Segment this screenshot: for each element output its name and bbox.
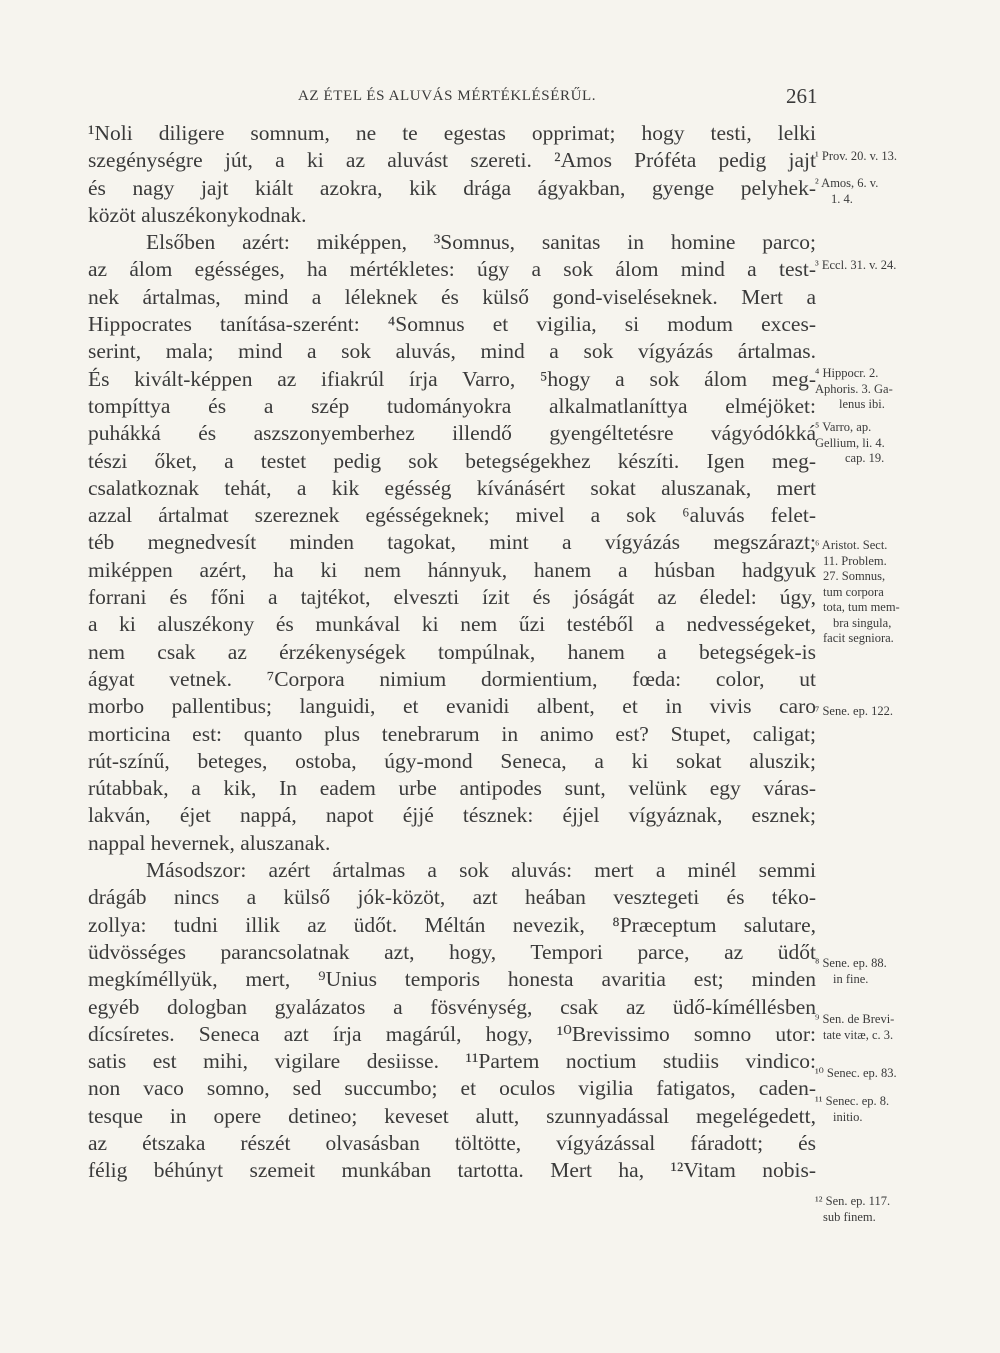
text-line: Másodszor: azért ártalmas a sok aluvás: mert a minél semmi xyxy=(146,858,816,883)
text-line: a ki aluszékony és munkával ki nem űzi testéből a nedvességeket, xyxy=(88,612,816,637)
margin-note-line: ⁷ Sene. ep. 122. xyxy=(815,704,893,718)
text-line: nappal hevernek, aluszanak. xyxy=(88,830,331,855)
text-line: ágyat vetnek. ⁷Corpora nimium dormientium, fœda: color, ut xyxy=(88,666,816,691)
margin-note-line: ⁶ Aristot. Sect. xyxy=(815,538,888,552)
text-line: egyéb dologban gyalázatos a fösvénység, csak az üdő-kíméllésben xyxy=(88,994,816,1019)
margin-note-line: tum corpora xyxy=(823,584,884,599)
text-line: az álom egésséges, ha mértékletes: úgy a sok álom mind a test- xyxy=(88,257,816,282)
margin-note-line: ⁵ Varro, ap. xyxy=(815,420,872,434)
text-line: morticina est: quanto plus tenebrarum in animo est? Stupet, caligat; xyxy=(88,721,816,746)
margin-note-line: ³ Eccl. 31. v. 24. xyxy=(815,258,897,272)
body-text xyxy=(88,120,816,1185)
margin-note-line: 27. Somnus, xyxy=(823,569,886,583)
text-line: csalatkoznak tehát, a kik egésség kívánásért sokat aluszanak, mert xyxy=(88,475,816,500)
text-line: non vaco somno, sed succumbo; et oculos vigilia fatigatos, caden- xyxy=(88,1076,816,1101)
margin-note xyxy=(815,258,896,274)
margin-note xyxy=(815,956,887,987)
text-line: morbo pallentibus; languidi, et evanidi albent, et in vivis caro xyxy=(88,694,816,719)
margin-note-line: facit segniora. xyxy=(823,631,894,645)
page-number: 261 xyxy=(786,84,818,108)
text-line: puhákká és aszszonyemberhez illendő gyengéltetésre vágyódókká xyxy=(88,421,816,446)
text-line: dícsíretes. Seneca azt írja magárúl, hogy, ¹⁰Brevissimo somno utor: xyxy=(88,1021,816,1046)
text-line: És kivált-képpen az ifiakrúl írja Varro, ⁵hogy a sok álom meg- xyxy=(88,366,816,391)
text-line: az étszaka részét olvasásban töltötte, vígyázással fáradott; és xyxy=(88,1130,816,1155)
text-line: üdvösséges parancsolatnak azt, hogy, Tempori parce, az üdőt xyxy=(88,939,816,964)
margin-note xyxy=(815,176,878,207)
margin-note xyxy=(815,538,900,647)
text-line: nem csak az érzékenységek tompúlnak, hanem a betegségek-is xyxy=(88,639,816,664)
margin-note xyxy=(815,366,893,413)
running-title: AZ ÉTEL ÉS ALUVÁS MÉRTÉKLÉSÉRŰL. xyxy=(298,88,597,104)
text-line: lakván, éjet nappá, napot éjjé tésznek: éjjel vígyáznak, esznek; xyxy=(88,803,816,828)
margin-note-line: ⁹ Sen. de Brevi- xyxy=(815,1012,895,1026)
margin-note-line: ² Amos, 6. v. xyxy=(815,176,879,190)
margin-note-line: sub finem. xyxy=(823,1209,876,1224)
text-line: drágáb nincs a külső jók-közöt, azt heában vesztegeti és téko- xyxy=(88,885,816,910)
margin-note xyxy=(815,1012,894,1043)
margin-note-line: Aphoris. 3. Ga- xyxy=(815,381,893,396)
margin-note-line: cap. 19. xyxy=(845,451,885,465)
text-line: satis est mihi, vigilare desiisse. ¹¹Partem noctium studiis vindico: xyxy=(88,1049,816,1074)
margin-note-line: ¹¹ Senec. ep. 8. xyxy=(815,1094,890,1108)
text-line: Hippocrates tanítása-szerént: ⁴Somnus et vigilia, si modum exces- xyxy=(88,312,816,337)
margin-note-line: 11. Problem. xyxy=(823,553,887,568)
margin-note xyxy=(815,1094,889,1125)
text-line: rút-színű, beteges, ostoba, úgy-mond Seneca, a ki sokat aluszik; xyxy=(88,748,816,773)
margin-note-line: ¹ Prov. 20. v. 13. xyxy=(815,149,897,163)
text-line: közöt aluszékonykodnak. xyxy=(88,202,307,227)
text-line: ¹Noli diligere somnum, ne te egestas opprimat; hogy testi, lelki xyxy=(88,121,816,145)
text-line: megkíméllyük, mert, ⁹Unius temporis honesta avaritia est; minden xyxy=(88,967,816,992)
margin-note-line: lenus ibi. xyxy=(839,397,885,411)
margin-note xyxy=(815,704,893,720)
margin-note xyxy=(815,420,885,467)
text-line: zollya: tudni illik az üdőt. Méltán nevezik, ⁸Præceptum salutare, xyxy=(88,912,816,937)
page-header xyxy=(0,84,1000,118)
margin-note xyxy=(815,1194,890,1225)
margin-note-line: ⁸ Sene. ep. 88. xyxy=(815,956,887,970)
margin-note xyxy=(815,149,897,165)
margin-note-line: Gellium, li. 4. xyxy=(815,435,885,450)
margin-note xyxy=(815,1066,897,1082)
text-line: rútabbak, a kik, In eadem urbe antipodes sunt, velünk egy váras- xyxy=(88,776,816,801)
text-line: miképpen azért, ha ki nem hánnyuk, hanem a húsban hadgyuk xyxy=(88,557,816,582)
text-line: forrani és főni a tajtékot, elveszti ízit és jóságát az éledel: úgy, xyxy=(88,585,816,610)
text-line: félig béhúnyt szemeit munkában tartotta. Mert ha, ¹²Vitam nobis- xyxy=(88,1158,816,1183)
text-line: szegénységre jút, a ki az aluvást szereti. ²Amos Próféta pedig jajt xyxy=(88,148,816,173)
text-line: nek ártalmas, mind a léleknek és külső gond-viseléseknek. Mert a xyxy=(88,284,816,309)
text-line: tészi őket, a testet pedig sok betegségekhez készíti. Igen meg- xyxy=(88,448,816,473)
margin-note-line: tota, tum mem- xyxy=(823,600,900,614)
text-line: Elsőben azért: miképpen, ³Somnus, sanitas in homine parco; xyxy=(146,230,816,255)
text-line: azzal ártalmat szereznek egésségeknek; mivel a sok ⁶aluvás felet- xyxy=(88,503,816,528)
text-line: tesque in opere detineo; keveset alutt, szunnyadással megelégedett, xyxy=(88,1103,816,1128)
margin-note-line: in fine. xyxy=(833,971,869,986)
text-line: tompíttya és a szép tudományokra alkalmatlaníttya elméjöket: xyxy=(88,393,816,418)
margin-note-line: bra singula, xyxy=(833,615,892,630)
margin-note-line: ¹² Sen. ep. 117. xyxy=(815,1194,891,1208)
text-line: téb megnedvesít minden tagokat, mint a vígyázás megszárazt; xyxy=(88,530,816,555)
margin-note-line: 1. 4. xyxy=(831,191,853,206)
margin-note-line: ⁴ Hippocr. 2. xyxy=(815,366,879,380)
margin-note-line: ¹⁰ Senec. ep. 83. xyxy=(815,1066,897,1080)
margin-note-line: tate vitæ, c. 3. xyxy=(823,1027,894,1042)
text-line: serint, mala; mind a sok aluvás, mind a sok vígyázás ártalmas. xyxy=(88,339,816,364)
margin-note-line: initio. xyxy=(833,1109,863,1124)
text-line: és nagy jajt kiált azokra, kik drága ágyakban, gyenge pelyhek- xyxy=(88,175,816,200)
